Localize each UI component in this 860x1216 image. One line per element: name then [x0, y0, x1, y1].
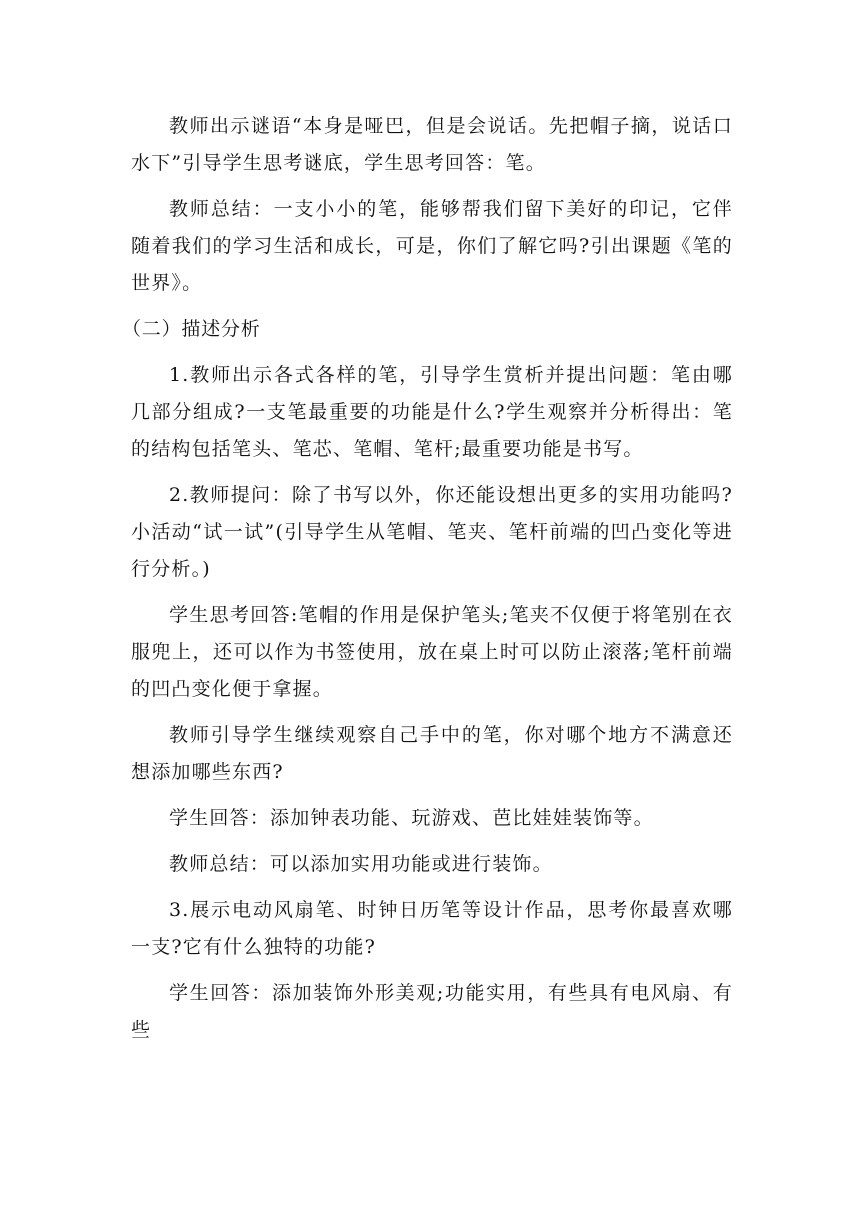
- paragraph-student-answer-designs: 学生回答：添加装饰外形美观;功能实用，有些具有电风扇、有些: [131, 982, 733, 1041]
- paragraph-teacher-summary: 教师总结：一支小小的笔，能够帮我们留下美好的印记，它伴随着我们的学习生活和成长，可是，你们了解它吗?引出课题《笔的世界》。: [131, 198, 733, 294]
- document-body: [122, 108, 733, 1049]
- paragraph-step-1: 1.教师出示各式各样的笔，引导学生赏析并提出问题：笔由哪几部分组成?一支笔最重要的功能是什么?学生观察并分析得出：笔的结构包括笔头、笔芯、笔帽、笔杆;最重要功能是书写。: [131, 364, 733, 460]
- paragraph-student-answer-functions: 学生思考回答:笔帽的作用是保护笔头;笔夹不仅便于将笔别在衣服兜上，还可以作为书签使用，放在桌上时可以防止滚落;笔杆前端的凹凸变化便于拿握。: [131, 604, 733, 700]
- paragraph-step-2: 2.教师提问：除了书写以外，你还能设想出更多的实用功能吗?小活动“试一试”(引导学生从笔帽、笔夹、笔杆前端的凹凸变化等进行分析。): [131, 484, 733, 580]
- paragraph-student-answer-additions: 学生回答：添加钟表功能、玩游戏、芭比娃娃装饰等。: [169, 807, 654, 829]
- paragraph-riddle: 教师出示谜语“本身是哑巴，但是会说话。先把帽子摘，说话口水下”引导学生思考谜底，学生思考回答：笔。: [131, 115, 733, 174]
- paragraph-teacher-summary-decoration: 教师总结：可以添加实用功能或进行装饰。: [169, 853, 553, 875]
- section-heading-description-analysis: （二）描述分析: [122, 318, 261, 340]
- paragraph-teacher-guidance: 教师引导学生继续观察自己手中的笔，你对哪个地方不满意还想添加哪些东西?: [131, 724, 733, 783]
- paragraph-step-3: 3.展示电动风扇笔、时钟日历笔等设计作品，思考你最喜欢哪一支?它有什么独特的功能?: [131, 899, 733, 958]
